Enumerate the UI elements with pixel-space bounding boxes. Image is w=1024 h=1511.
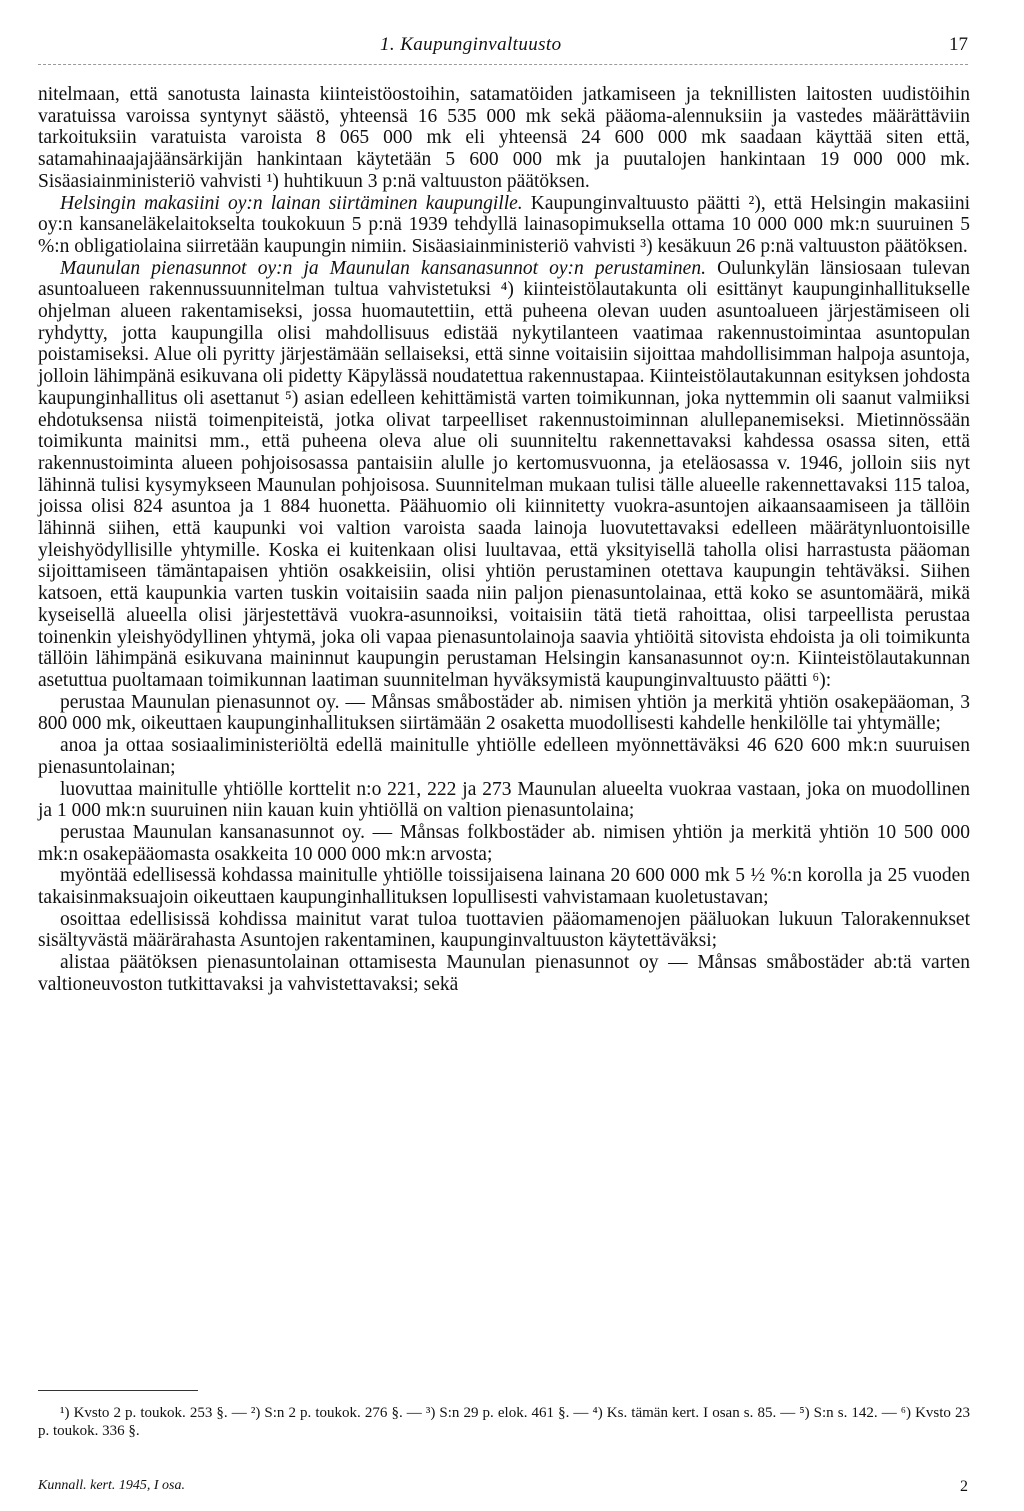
running-title: 1. Kaupunginvaltuusto (380, 34, 562, 55)
page-footer (38, 1478, 968, 1498)
paragraph-text: anoa ja ottaa sosiaaliministeriöltä edellä mainitulle yhtiölle edelleen myönnettäväksi 46 620 600 mk:n suuruisen pienasuntolainan; (38, 735, 970, 778)
decision-item (38, 822, 970, 865)
paragraph-text: perustaa Maunulan kansanasunnot oy. — Månsas folkbostäder ab. nimisen yhtiön ja merkitä yhtiön 10 500 000 mk:n osakepääomasta osakkeita 10 000 000 mk:n arvosta; (38, 821, 970, 865)
footer-signature-mark: 2 (960, 1478, 968, 1495)
paragraph (38, 193, 970, 258)
paragraph-text: nitelmaan, että sanotusta lainasta kiinteistöostoihin, satamatöiden jatkamiseen ja teknillisten laitosten uudistöihin varatuissa varoissa syntynyt säästö, yhteensä 16 535 000 mk sekä pääoma-alennuksiin ja vastedes määrättäviin tarkoituksiin varatuista varoista 8 065 000 mk eli yhteensä 24 600 000 mk saadaan käyttää siten että, satamahinaajajäänsärkijän hankintaan käytetään 5 600 000 mk ja puutalojen hankintaan 19 000 000 mk. Sisäasiainministeriö vahvisti ¹) huhtikuun 3 p:nä valtuuston päätöksen. (38, 84, 970, 192)
decision-item (38, 865, 970, 908)
decision-item (38, 779, 970, 822)
footnote-text: ¹) Kvsto 2 p. toukok. 253 §. — ²) S:n 2 p. toukok. 276 §. — ³) S:n 29 p. elok. 461 §. — ⁴) Ks. tämän kert. I osan s. 85. — ⁵) S:n s. 142. — ⁶) Kvsto 23 p. toukok. 336 §. (38, 1405, 970, 1439)
paragraph-text: luovuttaa mainitulle yhtiölle korttelit n:o 221, 222 ja 273 Maunulan alueelta vuokraa vastaan, joka on muodollinen ja 1 000 mk:n suuruinen niin kauan kuin yhtiöllä on valtion pienasuntolaina; (38, 778, 970, 822)
body-text (38, 84, 970, 996)
footer-publication: Kunnall. kert. 1945, I osa. (38, 1478, 185, 1493)
section-heading: Helsingin makasiini oy:n lainan siirtäminen kaupungille. (60, 192, 523, 214)
paragraph-text: Oulunkylän länsiosaan tulevan asuntoalueen rakennussuunnitelman tultua vahvistetuksi ⁴) kiinteistölautakunta oli esittänyt kaupunginhallitukselle ohjelman alueen rakentamiseksi, jossa huomautettiin, että puheena olevan uuden asuntoalueen järjestämiseen oli ryhdytty, jotta kaupungilla olisi mahdollisuus edistää nykytilanteen vaatimaa rakennustoimintaa asuntopulan poistamiseksi. Alue oli pyritty järjestämään sellaiseksi, että sinne voitaisiin sijoittaa mahdollisimman halpoja asuntoja, jolloin lähimpänä esikuvana oli pidetty Käpylässä noudatettua rakennustapaa. Kiinteistölautakunnan esityksen johdosta kaupunginhallitus oli asettanut ⁵) asian edelleen kehittämistä varten toimikunnan, joka nyttemmin oli saanut valmiiksi ehdotuksensa niistä toimenpiteistä, jotka olivat tarpeelliset rakennustoiminnan alullepanemiseksi. Mietinnössään toimikunta mainitsi mm., että puheena oleva alue oli suunniteltu rakennettavaksi kahdessa osassa siten, että rakennustoiminta alueen pohjoisosassa pantaisiin alulle jo kertomusvuonna, ja eteläosassa v. 1946, jolloin siis nyt lähinnä tulisi kysymykseen Maunulan pohjoisosa. Suunnitelman mukaan tulisi tälle alueelle rakennettavaksi 115 taloa, joissa olisi 824 asuntoa ja 1 884 huonetta. Päähuomio oli kiinnitetty vuokra-asuntojen aikaansaamiseen ja tällöin lähinnä siihen, että kaupunki voi valtion varoista saada lainoja luovutettavaksi edelleen määrätynluontoisille yleishyödyllisille yhtymille. Koska ei kuitenkaan olisi luultavaa, että yksityisellä taholla olisi harrastusta pääoman sijoittamiseen tämäntapaisen yhtiön osakkeisiin, olisi yhtiön perustaminen otettava kaupungin tehtäväksi. Siihen katsoen, että kaupunkia varten tuskin voitaisiin saada niin paljon pienasuntolainaa, että koko se asuntomäärä, mikä kyseisellä alueella olisi järjestettävä vuokra-asunnoiksi, voitaisiin tätä tietä rahoittaa, olisi tarpeellista perustaa toinenkin yleishyödyllinen yhtymä, joka oli vapaa pienasuntolainoja saavia yhtiöitä sitovista ehdoista ja oli toimikunta tällöin lähimpänä esikuvana maininnut kaupungin perustaman Helsingin kansanasunnot oy:n. Kiinteistölautakunnan asetuttua puoltamaan toimikunnan laatiman suunnitelman hyväksymistä kaupunginvaltuusto päätti ⁶): (38, 257, 970, 691)
decision-item (38, 952, 970, 995)
footnote-rule (38, 1390, 198, 1391)
paragraph-text: perustaa Maunulan pienasunnot oy. — Månsas småbostäder ab. nimisen yhtiön ja merkitä yhtiön osakepääoman, 3 800 000 mk, oikeuttaen kaupunginhallituksen siirtämään 2 osaketta muodollisesti kahdelle henkilölle tai yhtymälle; (38, 691, 970, 735)
paragraph (38, 84, 970, 193)
header-rule (38, 64, 968, 65)
paragraph-text: Kaupunginvaltuusto päätti ²), että Helsingin makasiini oy:n kansaneläkelaitokselta toukokuun 5 p:nä 1939 tehdyllä lainasopimuksella ottama 10 000 000 mk:n suuruinen 5 %:n obligatiolaina siirretään kaupungin nimiin. Sisäasiainministeriö vahvisti ³) kesäkuun 26 p:nä valtuuston päätöksen. (38, 192, 970, 257)
footnotes (38, 1404, 970, 1440)
page-number: 17 (949, 34, 968, 55)
paragraph-text: alistaa päätöksen pienasuntolainan ottamisesta Maunulan pienasunnot oy — Månsas småbostäder ab:tä varten valtioneuvoston tutkittavaksi ja vahvistettavaksi; sekä (38, 952, 970, 995)
decision-item (38, 692, 970, 735)
decision-item (38, 735, 970, 778)
section-heading: Maunulan pienasunnot oy:n ja Maunulan kansanasunnot oy:n perustaminen. (60, 257, 706, 279)
paragraph-text: osoittaa edellisissä kohdissa mainitut varat tuloa tuottavien pääomamenojen pääluokan lukuun Talorakennukset sisältyvästä määrärahasta Asuntojen rakentaminen, kaupunginvaltuuston käytettäväksi; (38, 908, 970, 952)
page-header (38, 28, 968, 58)
paragraph-text: myöntää edellisessä kohdassa mainitulle yhtiölle toissijaisena lainana 20 600 000 mk 5 ½ %:n korolla ja 25 vuoden takaisinmaksuajoin oikeuttaen kaupunginhallituksen lopullisesti vahvistamaan kuoletustavan; (38, 865, 970, 909)
paragraph (38, 258, 970, 692)
decision-item (38, 909, 970, 952)
